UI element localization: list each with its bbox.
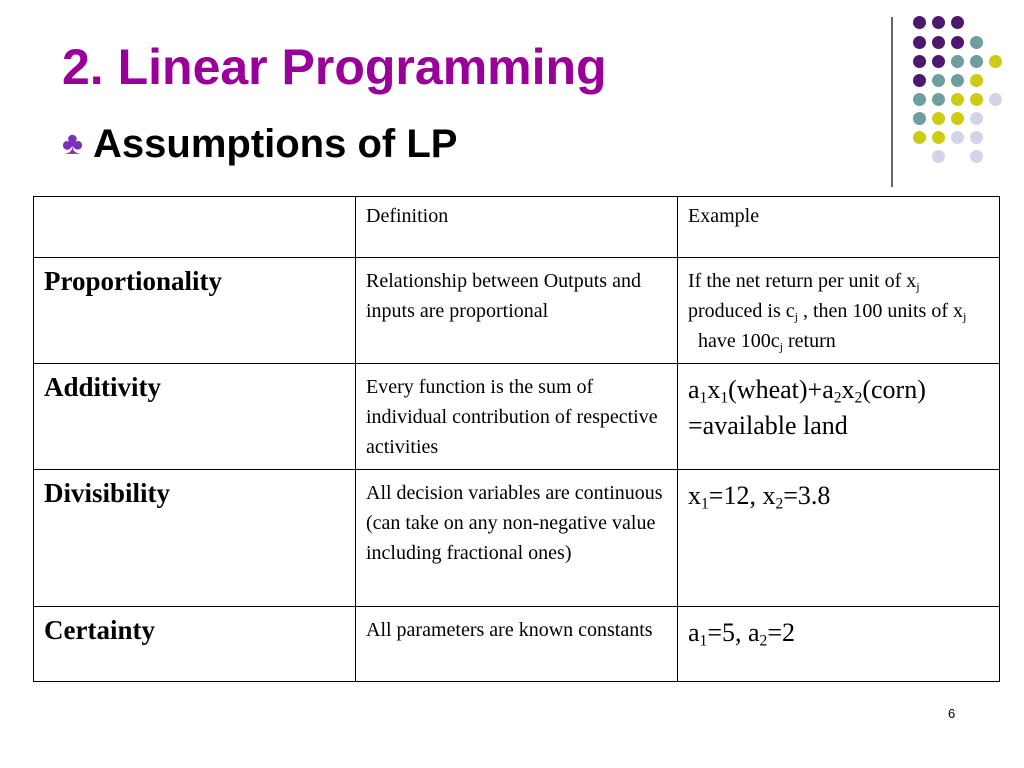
assumption-example: If the net return per unit of $x_j$ produced is $c_j$ , then 100 units of $x_j$ have $100c_j$ return — [678, 258, 1000, 364]
decor-dot — [913, 112, 926, 125]
table-row — [34, 258, 1000, 364]
assumption-example: $a_1x_1(wheat)+a_2x_2(corn)$ =available land — [678, 364, 1000, 470]
page-number: 6 — [948, 706, 956, 721]
decor-dot — [970, 36, 983, 49]
assumption-definition: Every function is the sum of individual contribution of respective activities — [356, 364, 678, 470]
decor-dot — [970, 93, 983, 106]
slide-title: 2. Linear Programming — [62, 39, 607, 95]
decor-dot — [932, 93, 945, 106]
decorative-dot-grid — [0, 0, 1024, 200]
decor-dot — [913, 93, 926, 106]
assumption-definition: All parameters are known constants — [356, 607, 678, 682]
assumption-example: $x_1=12$, $x_2=3.8$ — [678, 470, 1000, 607]
assumption-definition: All decision variables are continuous (can take on any non-negative value including fractional ones) — [356, 470, 678, 607]
assumptions-table — [33, 196, 1000, 682]
assumption-name: Divisibility — [34, 470, 356, 607]
subtitle-text: Assumptions of LP — [93, 122, 458, 166]
decor-dot — [989, 93, 1002, 106]
decor-dot — [970, 150, 983, 163]
decor-dot — [970, 131, 983, 144]
decor-dot — [951, 36, 964, 49]
decor-dot — [913, 16, 926, 29]
decor-dot — [951, 16, 964, 29]
decor-dot — [951, 93, 964, 106]
decor-dot — [989, 55, 1002, 68]
decor-dot — [913, 36, 926, 49]
decor-dot — [970, 112, 983, 125]
decor-dot — [951, 55, 964, 68]
table-row — [34, 470, 1000, 607]
assumption-definition: Relationship between Outputs and inputs are proportional — [356, 258, 678, 364]
decor-dot — [951, 112, 964, 125]
table-row — [34, 364, 1000, 470]
assumption-example: $a_1=5$, $a_2=2$ — [678, 607, 1000, 682]
header-cell-definition: Definition — [356, 197, 678, 258]
decor-dot — [932, 55, 945, 68]
header-cell-empty — [34, 197, 356, 258]
decor-dot — [932, 74, 945, 87]
decor-dot — [932, 36, 945, 49]
club-bullet-icon: ♣ — [62, 125, 83, 161]
table-header-row — [34, 197, 1000, 258]
decor-dot — [932, 16, 945, 29]
decor-dot — [932, 131, 945, 144]
table-row — [34, 607, 1000, 682]
decor-dot — [913, 74, 926, 87]
decor-dot — [913, 55, 926, 68]
header-cell-example: Example — [678, 197, 1000, 258]
assumption-name: Proportionality — [34, 258, 356, 364]
decor-dot — [932, 150, 945, 163]
assumption-name: Additivity — [34, 364, 356, 470]
decor-dot — [913, 131, 926, 144]
decor-dot — [970, 55, 983, 68]
decor-dot — [970, 74, 983, 87]
assumption-name: Certainty — [34, 607, 356, 682]
decor-dot — [951, 131, 964, 144]
decor-dot — [932, 112, 945, 125]
decor-dot — [951, 74, 964, 87]
